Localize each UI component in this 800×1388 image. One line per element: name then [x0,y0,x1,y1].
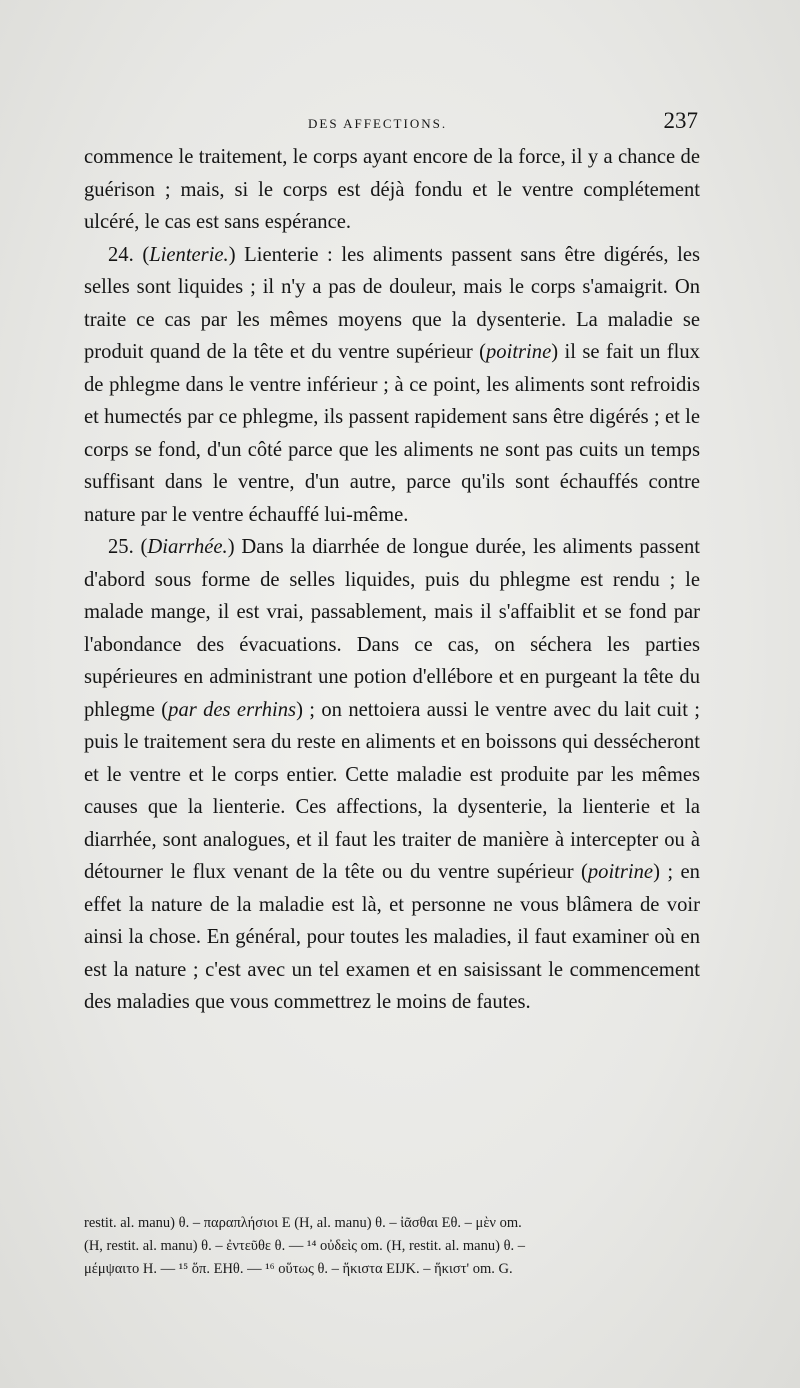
running-title: DES AFFECTIONS. [308,116,448,131]
paragraph-text: ; en effet la nature de la maladie est là, et personne ne vous blâmera de voir ainsi la chose. En général, pour toutes les maladies, il faut examiner où en est la nature ; c'est avec un tel examen et en saisissant le commencement des maladies que vous commettrez le moins de fautes. [84,861,700,1013]
paragraph-lienterie: 24. (Lienterie.) Lienterie : les aliments passent sans être digérés, les selles sont liquides ; il n'y a pas de douleur, mais le corps s'amaigrit. On traite ce cas par les mêmes moyens que la dysenterie. La maladie se produit quand de la tête et du ventre supérieur (poitrine) il se fait un flux de phlegme dans le ventre inférieur ; à ce point, les aliments sont refroidis et humectés par ce phlegme, ils passent rapidement sans être digérés ; et le corps se fond, d'un côté parce que les aliments ne sont pas cuits un temps suffisant dans le ventre, d'un autre, parce qu'ils sont échauffés contre nature par le ventre échauffé lui-même. [84,243,700,526]
section-number: 25. [108,536,134,558]
section-heading: Lienterie. [149,243,229,266]
italic-gloss: par des errhins [168,698,297,721]
footnote-line: μέμψαιτο H. — ¹⁵ ὅπ. EHθ. — ¹⁶ οὕτως θ. – ἥκιστα EIJK. – ἥκιστ' om. G. [84,1261,513,1277]
body-text [84,141,700,1019]
page-number: 237 [663,108,698,133]
footnote-line: restit. al. manu) θ. – παραπλήσιοι E (H, al. manu) θ. – ἰᾶσθαι Eθ. – μὲν om. [84,1215,522,1231]
section-number: 24. [108,243,134,266]
italic-gloss: poitrine [587,861,654,883]
paragraph-text: ; on nettoiera aussi le ventre avec du lait cuit ; puis le traitement sera du reste en aliments et en boissons qui dessécheront et le ventre et le corps entier. Cette maladie est produite par les mêmes causes que la lienterie. Ces affections, la dysenterie, la lienterie et la diarrhée, sont analogues, et il faut les traiter de manière à intercepter ou à détourner le flux venant de la tête ou du ventre supérieur [84,698,701,883]
paragraph-text: Dans la diarrhée de longue durée, les aliments passent d'abord sous forme de selles liquides, puis du phlegme est rendu ; le malade mange, il est vrai, passablement, mais il s'affaiblit et se fond par l'abondance des évacuations. Dans ce cas, on séchera les parties supérieures en administrant une potion d'ellébore et en purgeant la tête du phlegme [84,536,700,721]
footnote-line: (H, restit. al. manu) θ. – ἐντεῦθε θ. — ¹⁴ οὐδεὶς om. (H, restit. al. manu) θ. – [84,1238,526,1254]
footnotes [84,1212,700,1281]
italic-gloss: poitrine [486,341,552,363]
paragraph-text: Lienterie : les aliments passent sans être digérés, les selles sont liquides ; il n'y a pas de douleur, mais le corps s'amaigrit. On traite ce cas par les mêmes moyens que la dysenterie. La maladie se produit quand de la tête et du ventre supérieur [84,243,700,363]
page-header [84,104,698,138]
paragraph-continuation: commence le traitement, le corps ayant encore de la force, il y a chance de guérison ; mais, si le corps est déjà fondu et le ventre complétement ulcéré, le cas est sans espérance. [84,146,700,233]
section-heading: Diarrhée. [147,536,228,558]
paragraph-text: il se fait un flux de phlegme dans le ventre inférieur ; à ce point, les aliments sont refroidis et humectés par ce phlegme, ils passent rapidement sans être digérés ; et le corps se fond, d'un côté parce que les aliments ne sont pas cuits un temps suffisant dans le ventre, d'un autre, parce qu'ils sont échauffés contre nature par le ventre échauffé lui-même. [84,341,700,526]
paragraph-diarrhee: 25. (Diarrhée.) Dans la diarrhée de longue durée, les aliments passent d'abord sous forme de selles liquides, puis du phlegme est rendu ; le malade mange, il est vrai, passablement, mais il s'affaiblit et se fond par l'abondance des évacuations. Dans ce cas, on séchera les parties supérieures en administrant une potion d'ellébore et en purgeant la tête du phlegme (par des errhins) ; on nettoiera aussi le ventre avec du lait cuit ; puis le traitement sera du reste en aliments et en boissons qui dessécheront et le ventre et le corps entier. Cette maladie est produite par les mêmes causes que la lienterie. Ces affections, la dysenterie, la lienterie et la diarrhée, sont analogues, et il faut les traiter de manière à intercepter ou à détourner le flux venant de la tête ou du ventre supérieur (poitrine) ; en effet la nature de la maladie est là, et personne ne vous blâmera de voir ainsi la chose. En général, pour toutes les maladies, il faut examiner où en est la nature ; c'est avec un tel examen et en saisissant le commencement des maladies que vous commettrez le moins de fautes. [84,536,701,1013]
